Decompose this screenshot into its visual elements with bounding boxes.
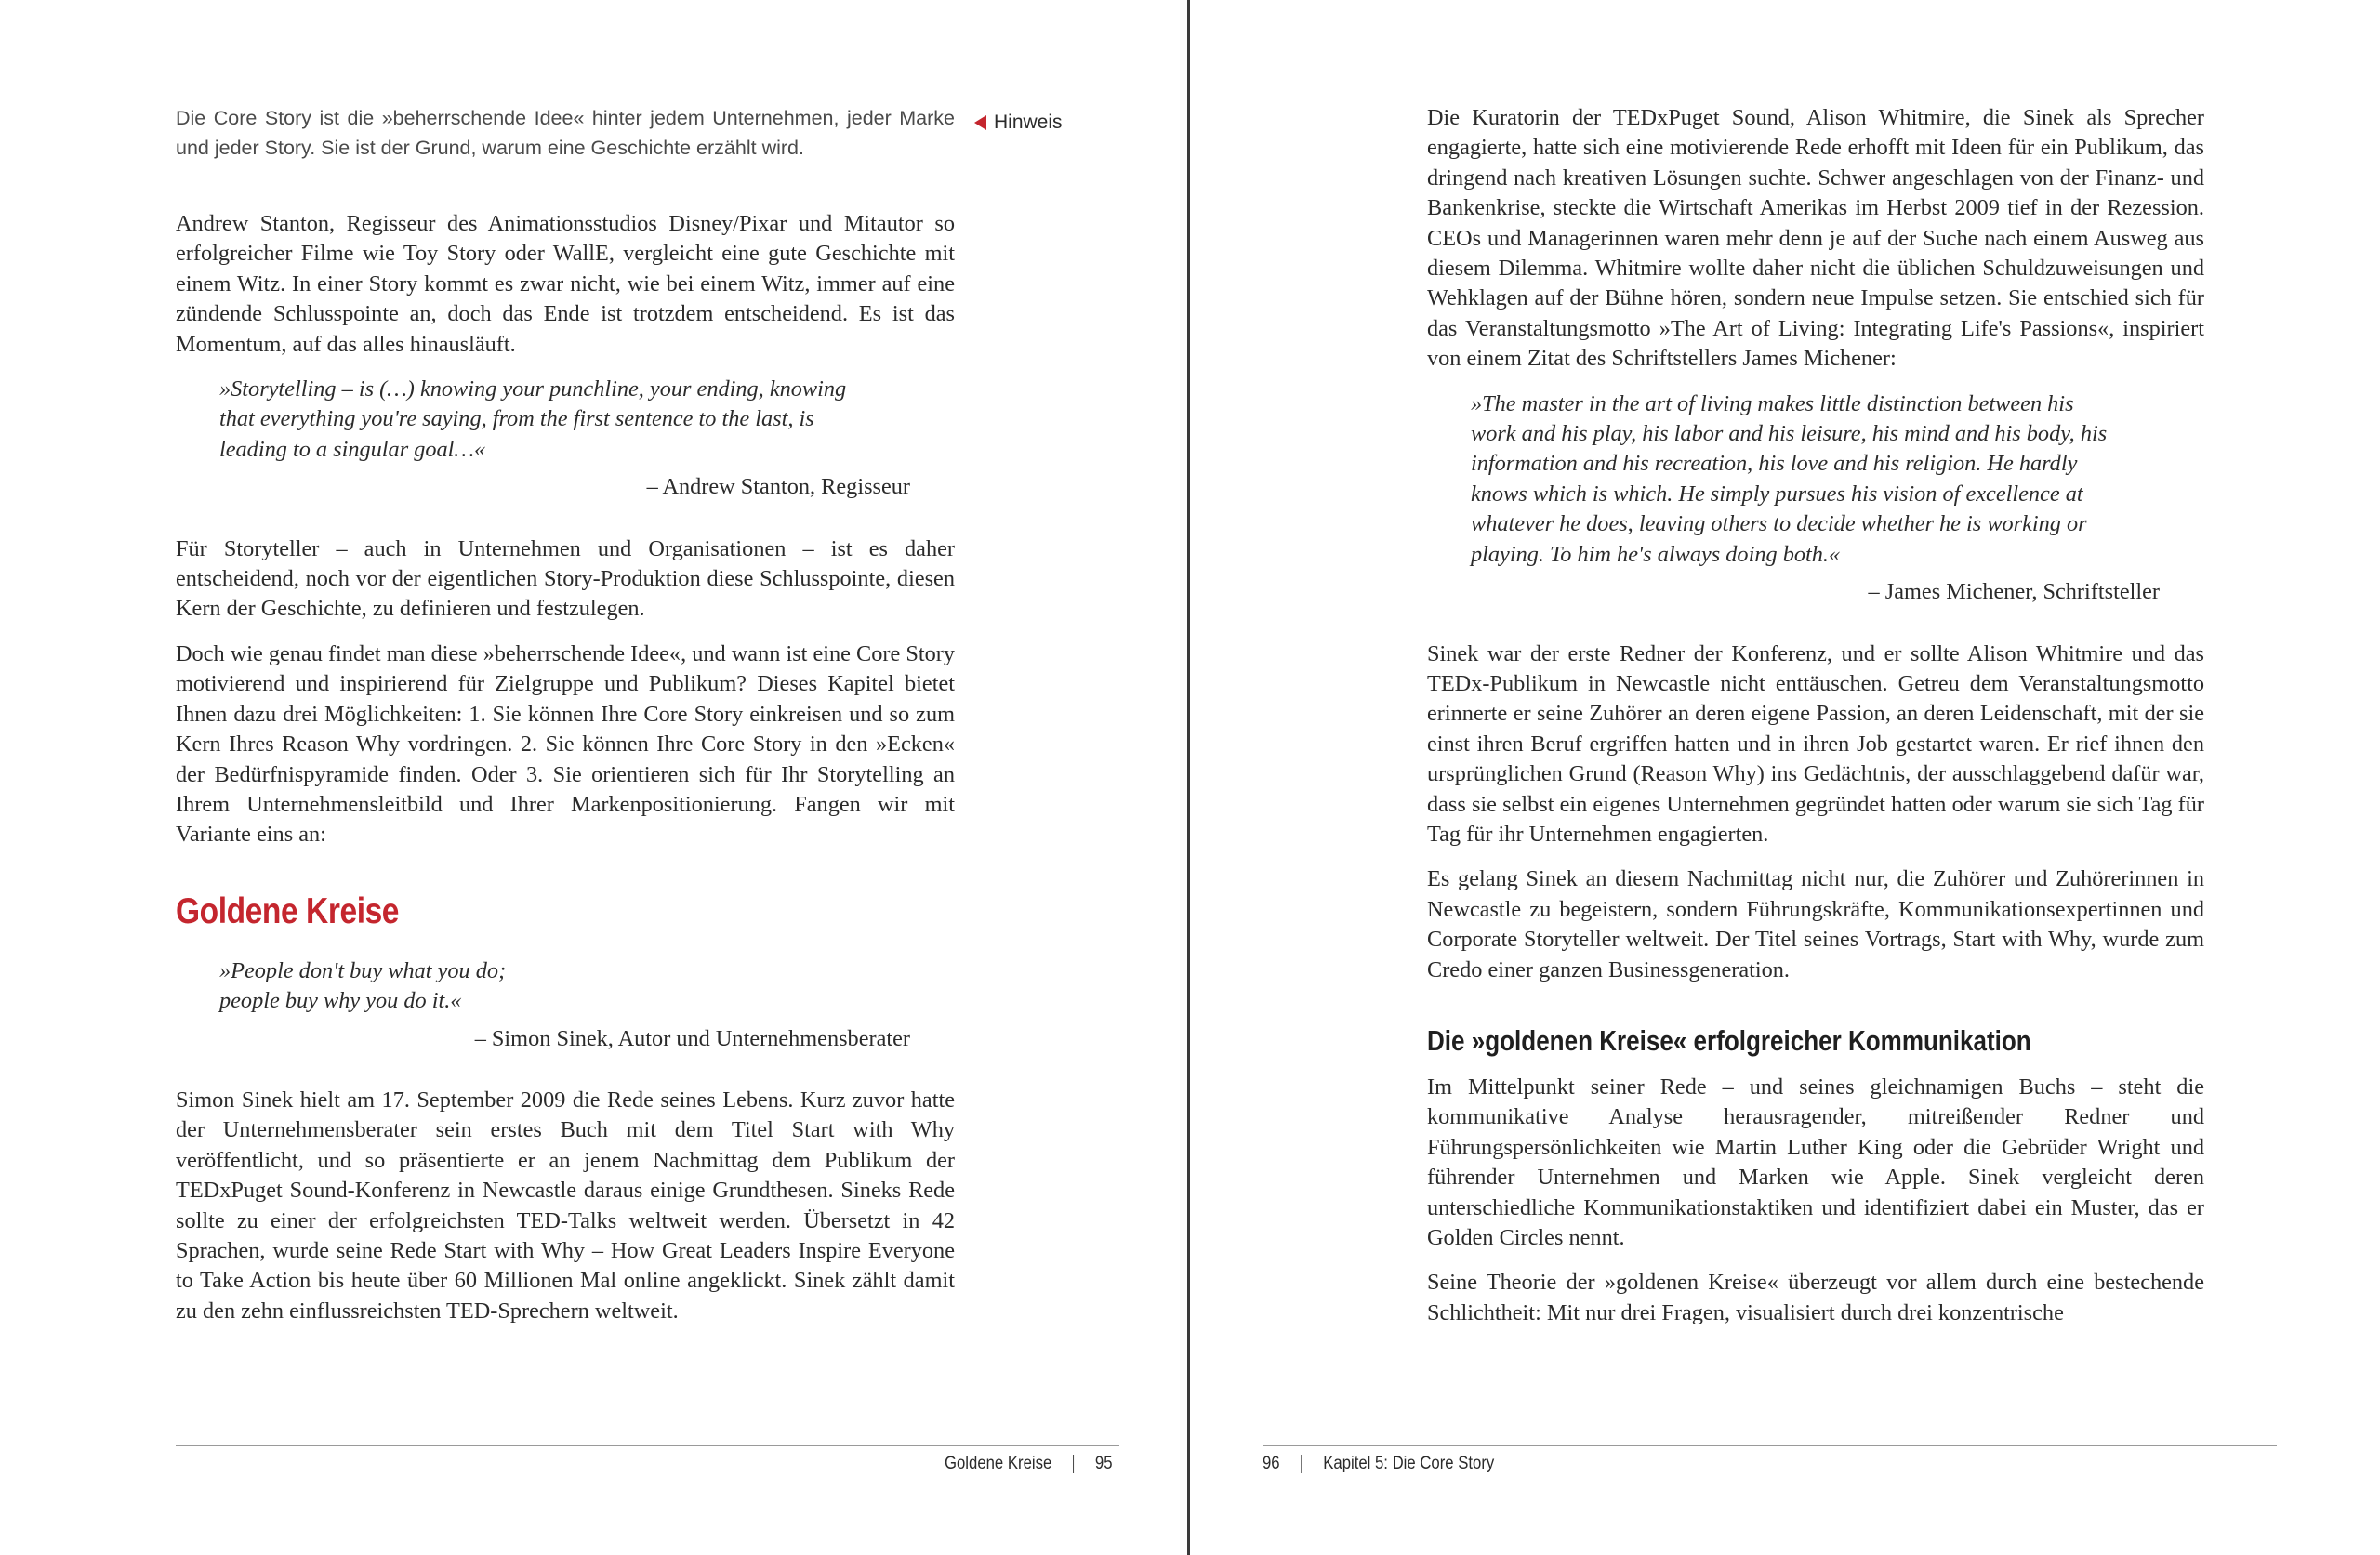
page-footer-left <box>945 1454 1112 1474</box>
quote-attribution: – James Michener, Schriftsteller <box>1868 579 2160 605</box>
triangle-left-icon <box>974 115 986 130</box>
section-heading: Goldene Kreise <box>176 890 400 931</box>
quote-line: whatever he does, leaving others to decide whether he is working or <box>1471 511 2087 537</box>
marginal-note-label: Hinweis <box>994 112 1063 133</box>
page-footer-right <box>1263 1454 1494 1474</box>
quote-line: »Storytelling – is (…) knowing your punchline, your ending, knowing <box>219 376 847 402</box>
paragraph: Im Mittelpunkt seiner Rede – und seines gleichnamigen Buchs – steht die kommunikative Analyse herausragender, mitreißender Redner und Führungspersönlichkeiten wie Martin Luther King oder die Gebrüder Wright und führender Unternehmen und Marken wie Apple. Sinek vergleicht deren unterschiedliche Kommunikationstaktiken und identifiziert dabei ein Muster, das er Golden Circles nennt. <box>1427 1074 2204 1250</box>
paragraph: Für Storyteller – auch in Unternehmen und Organisationen – ist es daher entscheidend, noch vor der eigentlichen Story-Produktion diese Schlusspointe, diesen Kern der Geschichte, zu definieren und festzulegen. <box>176 535 955 622</box>
quote-line: people buy why you do it.« <box>219 988 462 1014</box>
paragraph: Simon Sinek hielt am 17. September 2009 die Rede seines Lebens. Kurz zuvor hatte der Unternehmensberater sein erstes Buch mit dem Titel Start with Why veröffentlicht, und so präsentierte er an jenem Nachmittag dem Publikum der TEDxPuget Sound-Konferenz in Newcastle daraus einige Grundthesen. Sineks Rede sollte zu einer der erfolgreichsten TED-Talks weltweit werden. Übersetzt in 42 Sprachen, wurde seine Rede Start with Why – How Great Leaders Inspire Everyone to Take Action bis heute über 60 Millionen Mal online angeklickt. Sinek zählt damit zu den zehn einflussreichsten TED-Sprechern weltweit. <box>176 1087 955 1324</box>
quote-line: information and his recreation, his love and his religion. He hardly <box>1471 451 2078 477</box>
quote-line: that everything you're saying, from the first sentence to the last, is <box>219 406 814 432</box>
paragraph: Es gelang Sinek an diesem Nachmittag nicht nur, die Zuhörer und Zuhörerinnen in Newcastle zu begeistern, sondern Führungskräfte, Kommunikationsexpertinnen und Corporate Storyteller weltweit. Der Titel seines Vortrags, Start with Why, wurde zum Credo einer ganzen Businessgeneration. <box>1427 866 2204 982</box>
left-column <box>176 103 955 1341</box>
footer-separator <box>1073 1455 1074 1473</box>
right-column <box>1427 103 2204 1343</box>
paragraph: Die Kuratorin der TEDxPuget Sound, Alison Whitmire, die Sinek als Sprecher engagierte, hatte sich eine motivierende Rede erhofft mit Ideen für ein Publikum, das dringend nach kreativen Lösungen suchte. Schwer angeschlagen von der Finanz- und Bankenkrise, steckte die Wirtschaft Amerikas im Herbst 2009 tief in der Rezession. CEOs und Managerinnen waren mehr denn je auf der Suche nach einem Ausweg aus diesem Dilemma. Whitmire wollte daher nicht die üblichen Schuldzuweisungen und Wehklagen auf der Bühne hören, sondern neue Impulse setzen. Sie entschied sich für das Veranstaltungsmotto »The Art of Living: Integrating Life's Passions«, inspiriert von einem Zitat des Schriftstellers James Michener: <box>1427 105 2204 372</box>
paragraph: Seine Theorie der »goldenen Kreise« überzeugt vor allem durch eine bestechende Schlichtheit: Mit nur drei Fragen, visualisiert durch drei konzentrische <box>1427 1270 2204 1325</box>
paragraph: Sinek war der erste Redner der Konferenz, und er sollte Alison Whitmire und das TEDx-Publikum in Newcastle nicht enttäuschen. Getreu dem Veranstaltungsmotto erinnerte er seine Zuhörer an deren eigene Passion, an deren Leidenschaft, mit der sie einst ihren Beruf ergriffen hatten und in ihren Job gestartet waren. Er rief ihnen den ursprünglichen Grund (Reason Why) ins Gedächtnis, der ausschlaggebend dafür war, dass sie selbst ein eigenes Unternehmen gegründet hatten oder warum sie sich Tag für Tag für ihr Unternehmen engagierten. <box>1427 640 2204 847</box>
right-page <box>1190 0 2380 1555</box>
quote-attribution: – Simon Sinek, Autor und Unternehmensberater <box>474 1025 910 1051</box>
paragraph: Andrew Stanton, Regisseur des Animationsstudios Disney/Pixar und Mitautor so erfolgreicher Filme wie Toy Story oder WallE, vergleicht eine gute Geschichte mit einem Witz. In einer Story kommt es zwar nicht, wie bei einem Witz, immer auf eine zündende Schlusspointe an, doch das Ende ist trotzdem entscheidend. Es ist das Momentum, auf das alles hinausläuft. <box>176 211 955 357</box>
blockquote-sinek <box>219 956 926 1017</box>
footer-rule <box>1263 1445 2277 1446</box>
page-number: 95 <box>1094 1454 1113 1473</box>
quote-line: leading to a singular goal…« <box>219 436 486 462</box>
left-page <box>0 0 1188 1555</box>
footer-title: Goldene Kreise <box>945 1454 1052 1473</box>
quote-line: »People don't buy what you do; <box>219 957 507 983</box>
quote-attribution: – Andrew Stanton, Regisseur <box>646 474 910 500</box>
hint-text: Die Core Story ist die »beherrschende Idee« hinter jedem Unternehmen, jeder Marke und jeder Story. Sie ist der Grund, warum eine Geschichte erzählt wird. <box>176 107 955 159</box>
blockquote-stanton <box>219 375 926 465</box>
paragraph: Doch wie genau findet man diese »beherrschende Idee«, und wann ist eine Core Story motivierend und inspirierend für Zielgruppe und Publikum? Dieses Kapitel bietet Ihnen dazu drei Möglichkeiten: 1. Sie können Ihre Core Story einkreisen und so zum Kern Ihres Reason Why vordringen. 2. Sie können Ihre Core Story in den »Ecken« der Bedürfnispyramide finden. Oder 3. Sie orientieren sich für Ihr Storytelling an Ihrem Unternehmensleitbild und Ihrer Markenpositionierung. Fangen wir mit Variante eins an: <box>176 640 955 848</box>
quote-line: work and his play, his labor and his leisure, his mind and his body, his <box>1471 421 2108 447</box>
quote-line: »The master in the art of living makes little distinction between his <box>1471 390 2074 416</box>
subsection-heading: Die »goldenen Kreise« erfolgreicher Kommunikation <box>1427 1023 2031 1057</box>
quote-line: playing. To him he's always doing both.« <box>1471 541 1841 567</box>
marginal-note <box>974 112 1063 134</box>
footer-separator <box>1301 1455 1302 1473</box>
footer-rule <box>176 1445 1119 1446</box>
quote-line: knows which is which. He simply pursues his vision of excellence at <box>1471 481 2083 507</box>
page-number: 96 <box>1263 1454 1280 1473</box>
footer-title: Kapitel 5: Die Core Story <box>1323 1454 1495 1473</box>
blockquote-michener <box>1471 389 2177 570</box>
